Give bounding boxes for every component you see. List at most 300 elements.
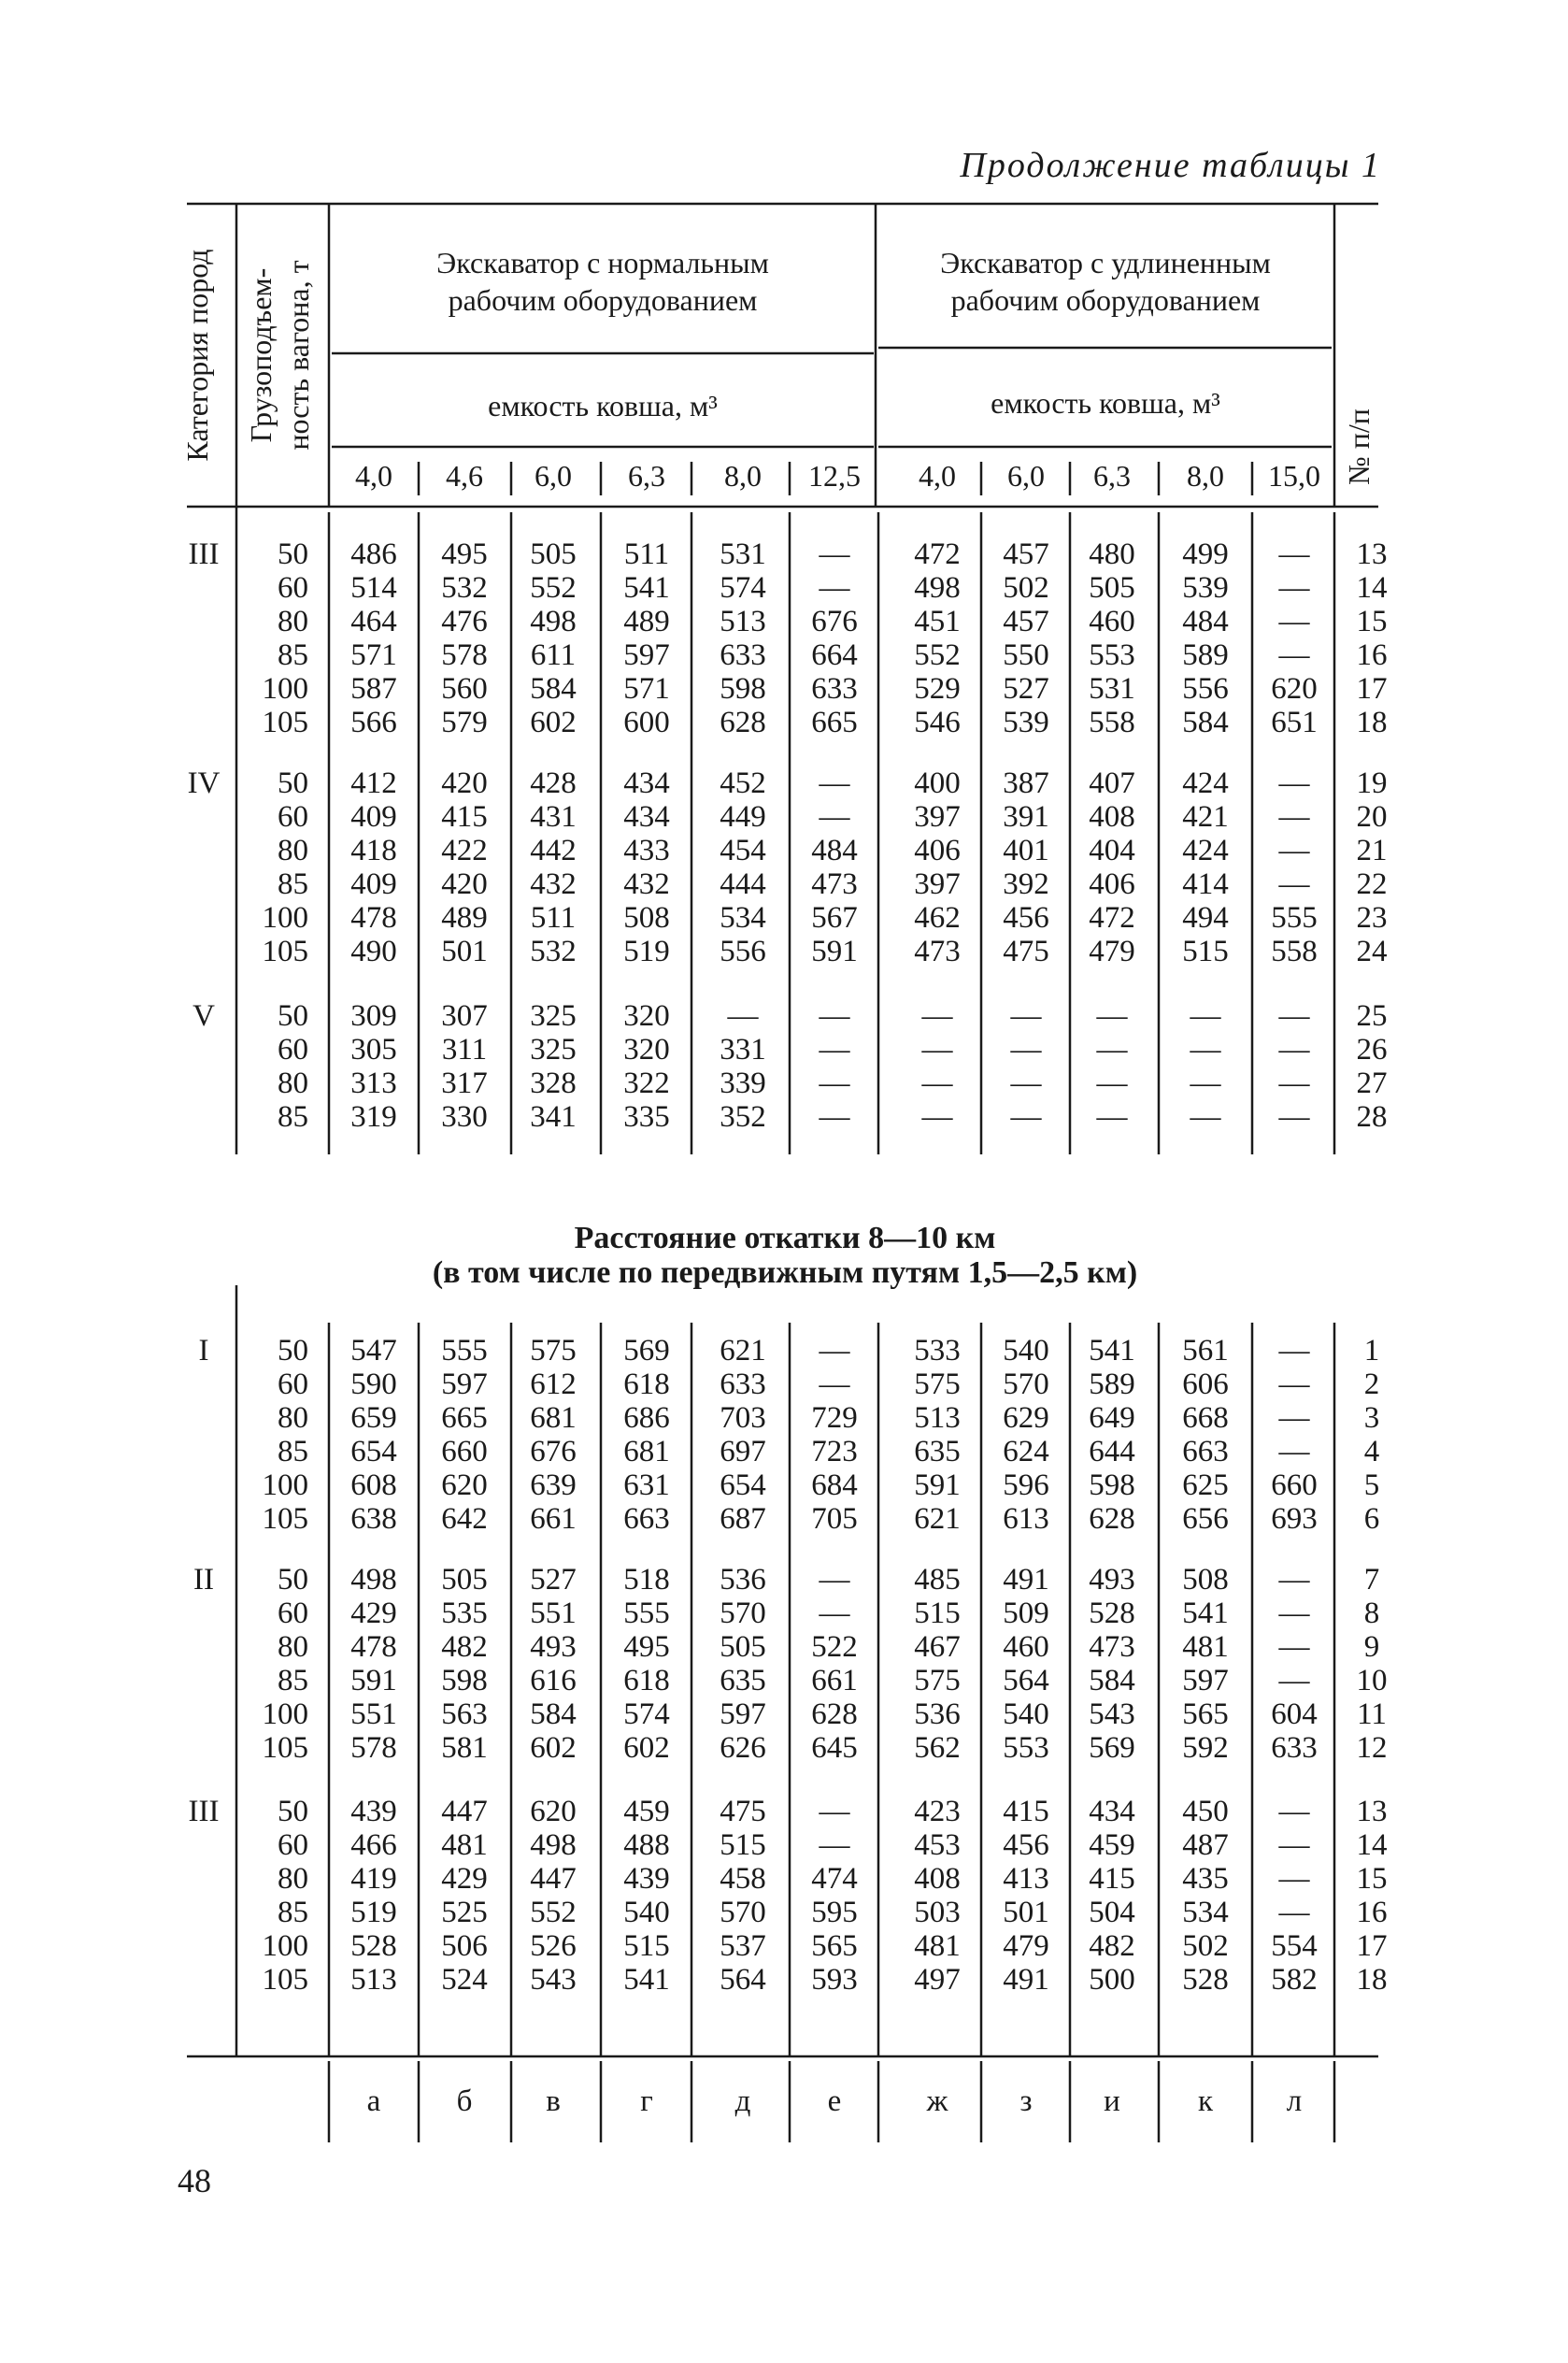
value-cell: 419 [350, 1862, 397, 1896]
value-cell: 489 [623, 605, 670, 638]
value-cell: 649 [1089, 1401, 1135, 1435]
value-cell: 537 [720, 1929, 766, 1963]
value-cell: 415 [1003, 1795, 1049, 1828]
value-cell: 664 [811, 638, 858, 672]
value-cell: 484 [1182, 605, 1229, 638]
row-number-cell: 26 [1356, 1033, 1388, 1067]
value-cell: 582 [1271, 1963, 1318, 1997]
value-cell: 534 [1182, 1896, 1229, 1929]
value-cell: 491 [1003, 1963, 1049, 1997]
value-cell: — [1278, 1368, 1310, 1401]
value-cell: 472 [914, 537, 961, 571]
capacity-cell: 80 [278, 834, 308, 867]
value-cell: 635 [720, 1664, 766, 1697]
value-cell: 550 [1003, 638, 1049, 672]
value-cell: 434 [1089, 1795, 1135, 1828]
value-cell: — [1278, 1664, 1310, 1697]
value-cell: 555 [441, 1334, 488, 1368]
value-cell: 498 [914, 571, 961, 605]
value-cell: 509 [1003, 1597, 1049, 1630]
row-number-cell: 15 [1356, 605, 1388, 638]
value-cell: 552 [914, 638, 961, 672]
value-cell: 527 [530, 1563, 577, 1597]
value-cell: 644 [1089, 1435, 1135, 1468]
value-cell: 309 [350, 999, 397, 1033]
value-cell: — [1278, 537, 1310, 571]
column-letter: л [1286, 2084, 1303, 2118]
value-cell: 450 [1182, 1795, 1229, 1828]
value-cell: — [1278, 867, 1310, 901]
value-cell: — [819, 1033, 850, 1067]
bucket-size-label: 6,0 [1007, 459, 1045, 493]
value-cell: 584 [1182, 706, 1229, 739]
bucket-size-label: 15,0 [1268, 459, 1320, 493]
capacity-cell: 60 [278, 1033, 308, 1067]
value-cell: 565 [1182, 1697, 1229, 1731]
column-letter: е [827, 2084, 842, 2118]
value-cell: 540 [1003, 1334, 1049, 1368]
value-cell: 397 [914, 800, 961, 834]
value-cell: 551 [530, 1597, 577, 1630]
value-cell: 429 [350, 1597, 397, 1630]
value-cell: 505 [530, 537, 577, 571]
value-cell: 543 [530, 1963, 577, 1997]
value-cell: 473 [811, 867, 858, 901]
value-cell: 528 [1089, 1597, 1135, 1630]
value-cell: 665 [441, 1401, 488, 1435]
bucket-label-extended: емкость ковша, м³ [991, 386, 1220, 420]
row-number-cell: 9 [1363, 1630, 1380, 1664]
capacity-cell: 60 [278, 1368, 308, 1401]
group-normal-line1: Экскаватор с нормальным [436, 246, 769, 279]
value-cell: 589 [1182, 638, 1229, 672]
value-cell: 498 [530, 1828, 577, 1862]
capacity-cell: 105 [262, 935, 308, 968]
value-cell: 621 [720, 1334, 766, 1368]
value-cell: 473 [1089, 1630, 1135, 1664]
value-cell: — [819, 537, 850, 571]
value-cell: 475 [720, 1795, 766, 1828]
value-cell: 536 [720, 1563, 766, 1597]
group-normal-line2: рабочим оборудованием [448, 283, 758, 317]
value-cell: 541 [623, 571, 670, 605]
col-category-header: Категория пород [180, 249, 214, 462]
value-cell: 554 [1271, 1929, 1318, 1963]
value-cell: 628 [811, 1697, 858, 1731]
value-cell: 400 [914, 766, 961, 800]
value-cell: 555 [1271, 901, 1318, 935]
value-cell: 654 [720, 1468, 766, 1502]
value-cell: 651 [1271, 706, 1318, 739]
value-cell: 534 [720, 901, 766, 935]
capacity-cell: 50 [278, 1563, 308, 1597]
value-cell: 663 [1182, 1435, 1229, 1468]
value-cell: 488 [623, 1828, 670, 1862]
value-cell: 620 [441, 1468, 488, 1502]
capacity-cell: 105 [262, 1502, 308, 1536]
row-number-cell: 28 [1356, 1100, 1388, 1134]
value-cell: 486 [350, 537, 397, 571]
value-cell: — [819, 1368, 850, 1401]
value-cell: 406 [1089, 867, 1135, 901]
value-cell: 475 [1003, 935, 1049, 968]
value-cell: — [1278, 766, 1310, 800]
value-cell: — [1278, 1630, 1310, 1664]
value-cell: 447 [530, 1862, 577, 1896]
row-number-cell: 4 [1363, 1435, 1380, 1468]
value-cell: 668 [1182, 1401, 1229, 1435]
value-cell: 489 [441, 901, 488, 935]
value-cell: 558 [1089, 706, 1135, 739]
value-cell: 595 [811, 1896, 858, 1929]
value-cell: 613 [1003, 1502, 1049, 1536]
value-cell: 397 [914, 867, 961, 901]
value-cell: 478 [350, 901, 397, 935]
value-cell: 611 [530, 638, 577, 672]
value-cell: 564 [720, 1963, 766, 1997]
value-cell: 553 [1089, 638, 1135, 672]
value-cell: 493 [530, 1630, 577, 1664]
value-cell: 313 [350, 1067, 397, 1100]
value-cell: 584 [530, 1697, 577, 1731]
value-cell: 686 [623, 1401, 670, 1435]
value-cell: 635 [914, 1435, 961, 1468]
value-cell: 508 [1182, 1563, 1229, 1597]
value-cell: — [1278, 1862, 1310, 1896]
value-cell: 387 [1003, 766, 1049, 800]
value-cell: — [1278, 571, 1310, 605]
value-cell: 533 [914, 1334, 961, 1368]
value-cell: 526 [530, 1929, 577, 1963]
value-cell: — [1278, 834, 1310, 867]
value-cell: 341 [530, 1100, 577, 1134]
value-cell: — [1278, 1795, 1310, 1828]
value-cell: — [1278, 1896, 1310, 1929]
value-cell: — [1190, 999, 1221, 1033]
value-cell: 481 [914, 1929, 961, 1963]
value-cell: 432 [530, 867, 577, 901]
bucket-size-label: 8,0 [724, 459, 762, 493]
value-cell: 401 [1003, 834, 1049, 867]
value-cell: — [1278, 1067, 1310, 1100]
value-cell: 311 [441, 1033, 488, 1067]
value-cell: 546 [914, 706, 961, 739]
value-cell: 597 [1182, 1664, 1229, 1697]
row-number-cell: 14 [1356, 1828, 1388, 1862]
value-cell: 428 [530, 766, 577, 800]
value-cell: 705 [811, 1502, 858, 1536]
value-cell: 515 [623, 1929, 670, 1963]
value-cell: 561 [1182, 1334, 1229, 1368]
capacity-cell: 60 [278, 800, 308, 834]
value-cell: 575 [914, 1368, 961, 1401]
value-cell: 600 [623, 706, 670, 739]
value-cell: 464 [350, 605, 397, 638]
value-cell: 556 [1182, 672, 1229, 706]
value-cell: — [1278, 1563, 1310, 1597]
value-cell: — [1278, 638, 1310, 672]
value-cell: 514 [350, 571, 397, 605]
value-cell: 540 [1003, 1697, 1049, 1731]
value-cell: 404 [1089, 834, 1135, 867]
row-number-cell: 18 [1356, 706, 1388, 739]
capacity-cell: 85 [278, 638, 308, 672]
value-cell: 335 [623, 1100, 670, 1134]
value-cell: 621 [914, 1502, 961, 1536]
group-extended-line1: Экскаватор с удлиненным [940, 246, 1271, 279]
capacity-cell: 85 [278, 1100, 308, 1134]
row-number-cell: 6 [1363, 1502, 1380, 1536]
value-cell: — [1278, 800, 1310, 834]
group-extended-line2: рабочим оборудованием [950, 283, 1261, 317]
capacity-cell: 100 [262, 1697, 308, 1731]
value-cell: 473 [914, 935, 961, 968]
row-number-cell: 13 [1356, 537, 1388, 571]
value-cell: 444 [720, 867, 766, 901]
value-cell: 307 [441, 999, 488, 1033]
value-cell: 481 [1182, 1630, 1229, 1664]
value-cell: 620 [530, 1795, 577, 1828]
value-cell: 418 [350, 834, 397, 867]
bucket-label-normal: емкость ковша, м³ [488, 389, 718, 422]
value-cell: 676 [811, 605, 858, 638]
value-cell: 626 [720, 1731, 766, 1765]
value-cell: 629 [1003, 1401, 1049, 1435]
value-cell: 331 [720, 1033, 766, 1067]
capacity-cell: 80 [278, 605, 308, 638]
value-cell: 504 [1089, 1896, 1135, 1929]
row-number-cell: 15 [1356, 1862, 1388, 1896]
page-number: 48 [178, 2162, 211, 2199]
value-cell: 429 [441, 1862, 488, 1896]
col-number-header: № п/п [1342, 408, 1376, 485]
value-cell: — [1010, 999, 1042, 1033]
value-cell: 466 [350, 1828, 397, 1862]
row-number-cell: 16 [1356, 638, 1388, 672]
value-cell: 645 [811, 1731, 858, 1765]
value-cell: 434 [623, 766, 670, 800]
value-cell: 498 [350, 1563, 397, 1597]
value-cell: 541 [623, 1963, 670, 1997]
value-cell: 433 [623, 834, 670, 867]
value-cell: 409 [350, 867, 397, 901]
value-cell: 420 [441, 766, 488, 800]
value-cell: 598 [1089, 1468, 1135, 1502]
value-cell: 421 [1182, 800, 1229, 834]
value-cell: — [819, 1100, 850, 1134]
value-cell: 541 [1182, 1597, 1229, 1630]
value-cell: 584 [1089, 1664, 1135, 1697]
value-cell: 515 [720, 1828, 766, 1862]
capacity-cell: 100 [262, 1468, 308, 1502]
value-cell: 524 [441, 1963, 488, 1997]
value-cell: — [1096, 1100, 1128, 1134]
capacity-cell: 80 [278, 1630, 308, 1664]
bucket-size-label: 8,0 [1187, 459, 1224, 493]
value-cell: 458 [720, 1862, 766, 1896]
value-cell: 555 [623, 1597, 670, 1630]
value-cell: 591 [350, 1664, 397, 1697]
value-cell: 505 [1089, 571, 1135, 605]
capacity-cell: 105 [262, 1963, 308, 1997]
value-cell: — [819, 1828, 850, 1862]
value-cell: 485 [914, 1563, 961, 1597]
value-cell: — [1278, 1435, 1310, 1468]
value-cell: 638 [350, 1502, 397, 1536]
value-cell: 693 [1271, 1502, 1318, 1536]
capacity-cell: 105 [262, 1731, 308, 1765]
value-cell: 616 [530, 1664, 577, 1697]
row-number-cell: 21 [1356, 834, 1388, 867]
value-cell: 560 [441, 672, 488, 706]
capacity-cell: 80 [278, 1862, 308, 1896]
capacity-cell: 100 [262, 672, 308, 706]
value-cell: 435 [1182, 1862, 1229, 1896]
value-cell: 564 [1003, 1664, 1049, 1697]
value-cell: 602 [623, 1731, 670, 1765]
value-cell: 654 [350, 1435, 397, 1468]
value-cell: 552 [530, 1896, 577, 1929]
col-capacity-header-line2: ность вагона, т [281, 260, 315, 451]
value-cell: 415 [441, 800, 488, 834]
value-cell: 408 [1089, 800, 1135, 834]
row-number-cell: 7 [1363, 1563, 1380, 1597]
value-cell: 574 [720, 571, 766, 605]
value-cell: 633 [811, 672, 858, 706]
row-number-cell: 20 [1356, 800, 1388, 834]
value-cell: 570 [1003, 1368, 1049, 1401]
column-letter: и [1104, 2084, 1120, 2118]
capacity-cell: 85 [278, 867, 308, 901]
row-number-cell: 24 [1356, 935, 1388, 968]
value-cell: 597 [441, 1368, 488, 1401]
value-cell: 422 [441, 834, 488, 867]
value-cell: — [819, 1795, 850, 1828]
value-cell: — [1278, 605, 1310, 638]
value-cell: 501 [1003, 1896, 1049, 1929]
value-cell: 467 [914, 1630, 961, 1664]
value-cell: 676 [530, 1435, 577, 1468]
value-cell: 660 [1271, 1468, 1318, 1502]
value-cell: 602 [530, 706, 577, 739]
value-cell: 479 [1089, 935, 1135, 968]
value-cell: 659 [350, 1401, 397, 1435]
row-number-cell: 12 [1356, 1731, 1388, 1765]
bucket-size-label: 12,5 [808, 459, 861, 493]
category-label: V [192, 999, 215, 1033]
value-cell: 556 [720, 935, 766, 968]
value-cell: 424 [1182, 834, 1229, 867]
value-cell: 598 [720, 672, 766, 706]
value-cell: 598 [441, 1664, 488, 1697]
row-number-cell: 10 [1356, 1664, 1388, 1697]
category-label: II [193, 1563, 214, 1597]
value-cell: 574 [623, 1697, 670, 1731]
value-cell: 322 [623, 1067, 670, 1100]
value-cell: — [1278, 999, 1310, 1033]
value-cell: 392 [1003, 867, 1049, 901]
value-cell: 508 [623, 901, 670, 935]
value-cell: 460 [1003, 1630, 1049, 1664]
value-cell: 513 [720, 605, 766, 638]
value-cell: 456 [1003, 1828, 1049, 1862]
capacity-cell: 80 [278, 1067, 308, 1100]
value-cell: — [1096, 1033, 1128, 1067]
value-cell: 633 [1271, 1731, 1318, 1765]
value-cell: — [819, 1597, 850, 1630]
value-cell: 633 [720, 1368, 766, 1401]
value-cell: — [921, 999, 953, 1033]
value-cell: 535 [441, 1597, 488, 1630]
value-cell: — [1278, 1033, 1310, 1067]
value-cell: 597 [623, 638, 670, 672]
value-cell: 618 [623, 1664, 670, 1697]
value-cell: 506 [441, 1929, 488, 1963]
value-cell: 591 [914, 1468, 961, 1502]
value-cell: 532 [441, 571, 488, 605]
category-label: III [188, 537, 220, 571]
value-cell: 439 [350, 1795, 397, 1828]
row-number-cell: 13 [1356, 1795, 1388, 1828]
value-cell: 328 [530, 1067, 577, 1100]
value-cell: 539 [1003, 706, 1049, 739]
value-cell: 551 [350, 1697, 397, 1731]
row-number-cell: 27 [1356, 1067, 1388, 1100]
value-cell: 432 [623, 867, 670, 901]
value-cell: 487 [1182, 1828, 1229, 1862]
value-cell: 553 [1003, 1731, 1049, 1765]
value-cell: 581 [441, 1731, 488, 1765]
value-cell: 575 [914, 1664, 961, 1697]
value-cell: 408 [914, 1862, 961, 1896]
row-number-cell: 23 [1356, 901, 1388, 935]
value-cell: 590 [350, 1368, 397, 1401]
value-cell: 494 [1182, 901, 1229, 935]
row-number-cell: 22 [1356, 867, 1388, 901]
value-cell: 352 [720, 1100, 766, 1134]
value-cell: 305 [350, 1033, 397, 1067]
value-cell: 567 [811, 901, 858, 935]
column-letter: з [1019, 2084, 1033, 2118]
value-cell: 391 [1003, 800, 1049, 834]
bucket-size-label: 4,0 [919, 459, 956, 493]
value-cell: 618 [623, 1368, 670, 1401]
column-letter: д [734, 2084, 751, 2118]
value-cell: 563 [441, 1697, 488, 1731]
value-cell: 591 [811, 935, 858, 968]
value-cell: 515 [1182, 935, 1229, 968]
row-number-cell: 17 [1356, 672, 1388, 706]
value-cell: 697 [720, 1435, 766, 1468]
row-number-cell: 2 [1363, 1368, 1380, 1401]
value-cell: 606 [1182, 1368, 1229, 1401]
value-cell: — [1096, 999, 1128, 1033]
row-number-cell: 16 [1356, 1896, 1388, 1929]
value-cell: 631 [623, 1468, 670, 1502]
row-number-cell: 1 [1363, 1334, 1380, 1368]
value-cell: — [1010, 1033, 1042, 1067]
value-cell: 628 [720, 706, 766, 739]
value-cell: 505 [720, 1630, 766, 1664]
capacity-cell: 50 [278, 1334, 308, 1368]
value-cell: 569 [1089, 1731, 1135, 1765]
value-cell: 529 [914, 672, 961, 706]
value-cell: 497 [914, 1963, 961, 1997]
column-letter: ж [926, 2084, 948, 2118]
value-cell: 511 [623, 537, 670, 571]
value-cell: 459 [623, 1795, 670, 1828]
value-cell: 406 [914, 834, 961, 867]
